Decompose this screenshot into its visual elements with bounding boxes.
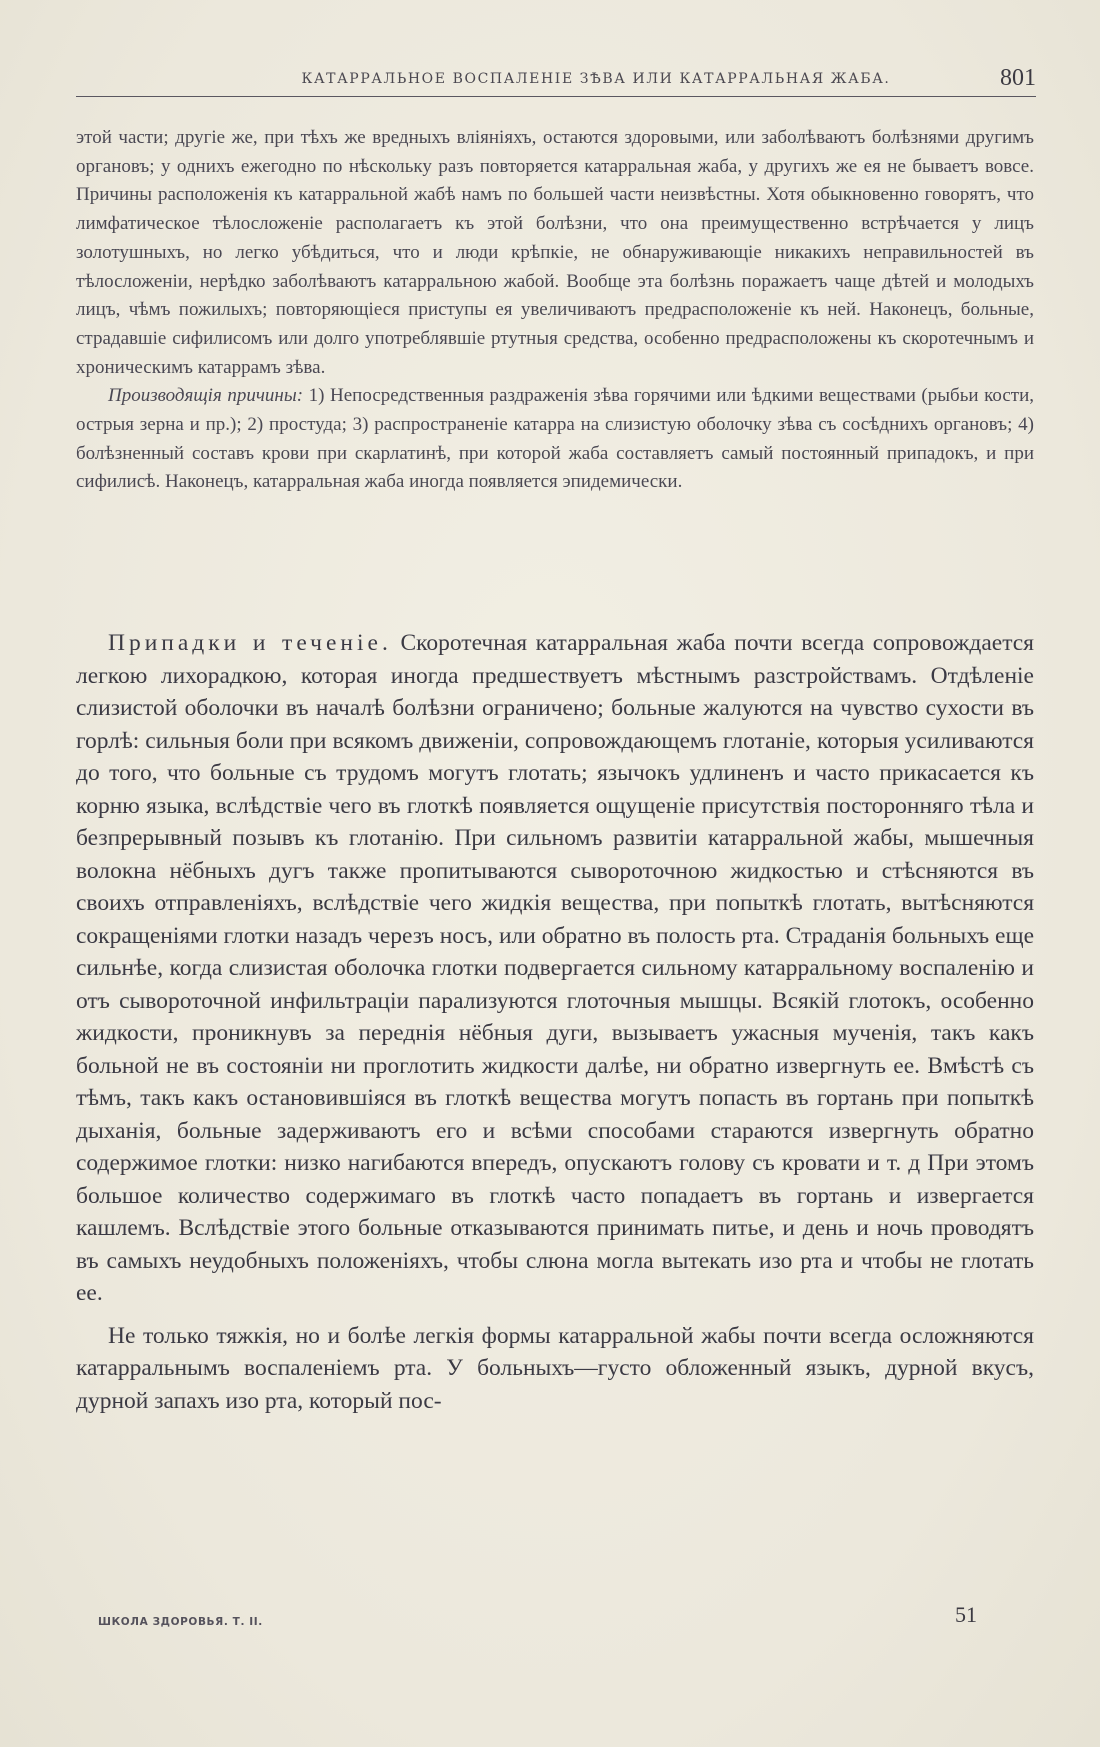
footer-signature: ШКОЛА ЗДОРОВЬЯ. Т. II. xyxy=(98,1616,263,1628)
paragraph-symptoms xyxy=(76,627,1034,1310)
page-number: 801 xyxy=(1000,65,1036,91)
header-rule xyxy=(76,96,1036,97)
causes-label: Производящія причины: xyxy=(108,385,304,407)
symptoms-label: Припадки и теченіе. xyxy=(108,630,392,656)
running-title: КАТАРРАЛЬНОЕ ВОСПАЛЕНІЕ ЗѢВА ИЛИ КАТАРРАЛЬНАЯ ЖАБА. xyxy=(301,71,891,87)
paragraph-causes xyxy=(76,382,1034,497)
main-text-block xyxy=(76,627,1034,1417)
paragraph-predisposition: этой части; другіе же, при тѣхъ же вредныхъ вліяніяхъ, остаются здоровыми, или заболѣваютъ болѣзнями другимъ органовъ; у однихъ ежегодно по нѣскольку разъ повторяется катарральная жаба, у другихъ же ея не бываетъ вовсе. Причины расположенія къ катарральной жабѣ намъ по большей части неизвѣстны. Хотя обыкновенно говорятъ, что лимфатическое тѣлосложеніе располагаетъ къ этой болѣзни, что она преимущественно встрѣчается у лицъ золотушныхъ, но легко убѣдиться, что и люди крѣпкіе, не обнаруживающіе никакихъ неправильностей въ тѣлосложеніи, нерѣдко заболѣваютъ катарральною жабой. Вообще эта болѣзнь поражаетъ чаще дѣтей и молодыхъ лицъ, чѣмъ пожилыхъ; повторяющіеся приступы ея увеличиваютъ предрасположеніе къ ней. Наконецъ, больные, страдавшіе сифилисомъ или долго употреблявшіе ртутныя средства, особенно предрасположены къ скоротечнымъ и хроническимъ катаррамъ зѣва. xyxy=(76,127,1034,378)
paragraph-complications: Не только тяжкія, но и болѣе легкія формы катарральной жабы почти всегда осложняются катарральнымъ воспаленіемъ рта. У больныхъ—густо обложенный языкъ, дурной вкусъ, дурной запахъ изо рта, который пос- xyxy=(76,1322,1034,1414)
footer-sheet-number: 51 xyxy=(955,1602,977,1627)
small-print-block xyxy=(76,124,1034,497)
symptoms-text: Скоротечная катарральная жаба почти всегда сопровождается легкою лихорадкою, которая иногда предшествуетъ мѣстнымъ разстройствамъ. Отдѣленіе слизистой оболочки въ началѣ болѣзни ограничено; больные жалуются на чувство сухости въ горлѣ: сильныя боли при всякомъ движеніи, сопровождающемъ глотаніе, которыя усиливаются до того, что больные съ трудомъ могутъ глотать; язычокъ удлиненъ и часто прикасается къ корню языка, вслѣдствіе чего въ глоткѣ появляется ощущеніе присутствія посторонняго тѣла и безпрерывный позывъ къ глотанію. При сильномъ развитіи катарральной жабы, мышечныя волокна нёбныхъ дугъ также пропитываются сывороточною жидкостью и стѣсняются въ своихъ отправленіяхъ, вслѣдствіе чего жидкія вещества, при попыткѣ глотать, вытѣсняются сокращеніями глотки назадъ черезъ носъ, или обратно въ полость рта. Страданія больныхъ еще сильнѣе, когда слизистая оболочка глотки подвергается сильному катарральному воспаленію и отъ сывороточной инфильтраціи парализуются глоточныя мышцы. Всякій глотокъ, особенно жидкости, проникнувъ за переднія нёбныя дуги, вызываетъ ужасныя мученія, такъ какъ больной не въ состояніи ни проглотить жидкости далѣе, ни обратно извергнуть ее. Вмѣстѣ съ тѣмъ, такъ какъ остановившіяся въ глоткѣ вещества могутъ попасть въ гортань при попыткѣ дыханія, больные задерживаютъ его и всѣми способами стараются извергнуть обратно содержимое глотки: низко нагибаются впередъ, опускаютъ голову съ кровати и т. д При этомъ большое количество содержимаго въ глоткѣ часто попадаетъ въ гортань и извергается кашлемъ. Вслѣдствіе этого больные отказываются принимать питье, и день и ночь проводятъ въ самыхъ неудобныхъ положеніяхъ, чтобы слюна могла вытекать изо рта и чтобы не глотать ее. xyxy=(76,630,1034,1306)
causes-text: 1) Непосредственныя раздраженія зѣва горячими или ѣдкими веществами (рыбьи кости, острыя зерна и пр.); 2) простуда; 3) распространеніе катарра на слизистую оболочку зѣва съ сосѣднихъ органовъ; 4) болѣзненный составъ крови при скарлатинѣ, при которой жаба составляетъ самый постоянный припадокъ, и при сифилисѣ. Наконецъ, катарральная жаба иногда появляется эпидемически. xyxy=(76,385,1034,493)
running-head xyxy=(76,62,1036,100)
